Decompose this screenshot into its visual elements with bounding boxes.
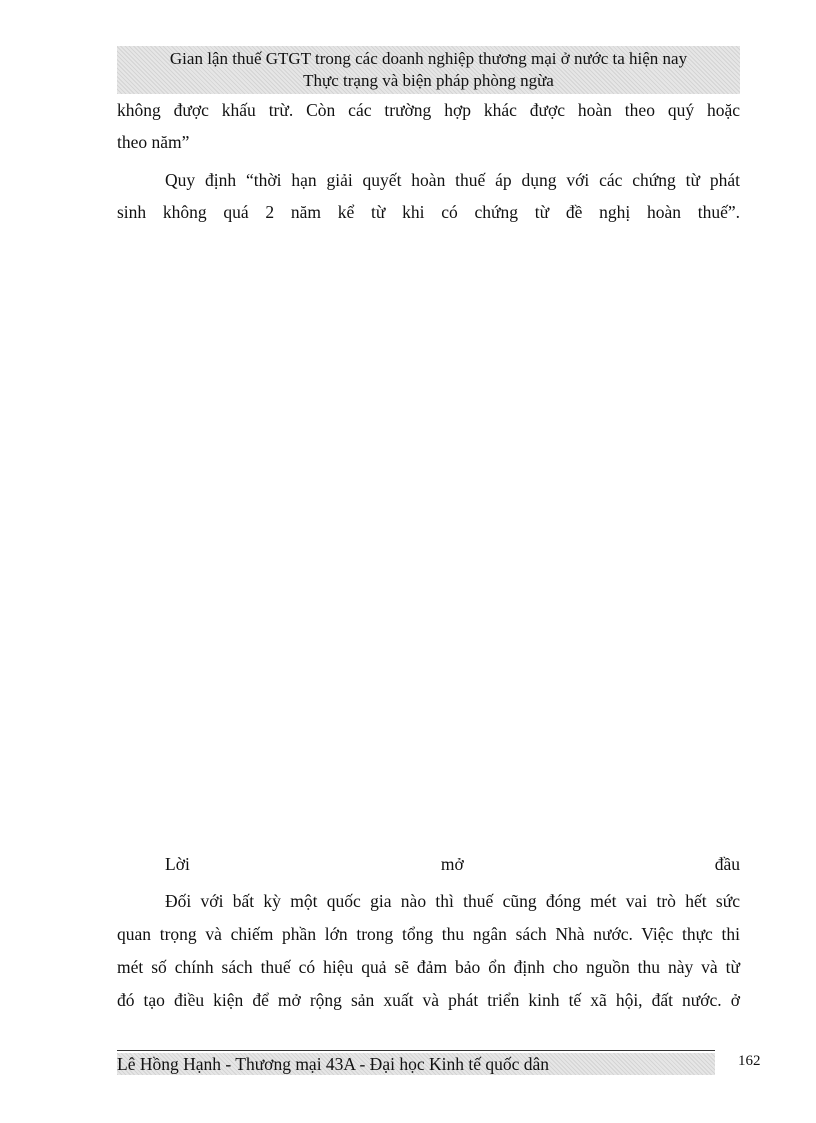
intro-line-3: mét số chính sách thuế có hiệu quả sẽ đảm bảo ổn định cho nguồn thu này và từ [117,957,740,977]
paragraph-2-line-1: Quy định “thời hạn giải quyết hoàn thuế áp dụng với các chứng từ phát [165,170,740,190]
header-title-line2: Thực trạng và biện pháp phòng ngừa [303,71,554,90]
header-title-line1: Gian lận thuế GTGT trong các doanh nghiệp thương mại ở nước ta hiện nay [169,49,688,68]
section-heading-word-3: đầu [714,854,740,874]
intro-line-4: đó tạo điều kiện để mở rộng sản xuất và phát triển kinh tế xã hội, đất nước. ở [117,990,740,1010]
section-heading-word-2: mở [440,854,464,874]
paragraph-1-line-1: không được khấu trừ. Còn các trường hợp khác được hoàn theo quý hoặc [117,100,740,120]
paragraph-2-line-2: sinh không quá 2 năm kể từ khi có chứng từ đề nghị hoàn thuế”. [117,202,740,222]
intro-line-2: quan trọng và chiếm phần lớn trong tổng thu ngân sách Nhà nước. Việc thực thi [117,924,740,944]
page-footer: Lê Hồng Hạnh - Thương mại 43A - Đại học Kinh tế quốc dân [117,1053,715,1075]
section-heading-word-1: Lời [165,854,190,874]
page-number: 162 [738,1053,761,1069]
intro-line-1: Đối với bất kỳ một quốc gia nào thì thuế cũng đóng mét vai trò hết sức [165,891,740,911]
section-heading [165,850,740,878]
footer-rule [117,1050,715,1051]
page-header [117,46,740,94]
paragraph-1-line-2: theo năm” [117,132,190,152]
